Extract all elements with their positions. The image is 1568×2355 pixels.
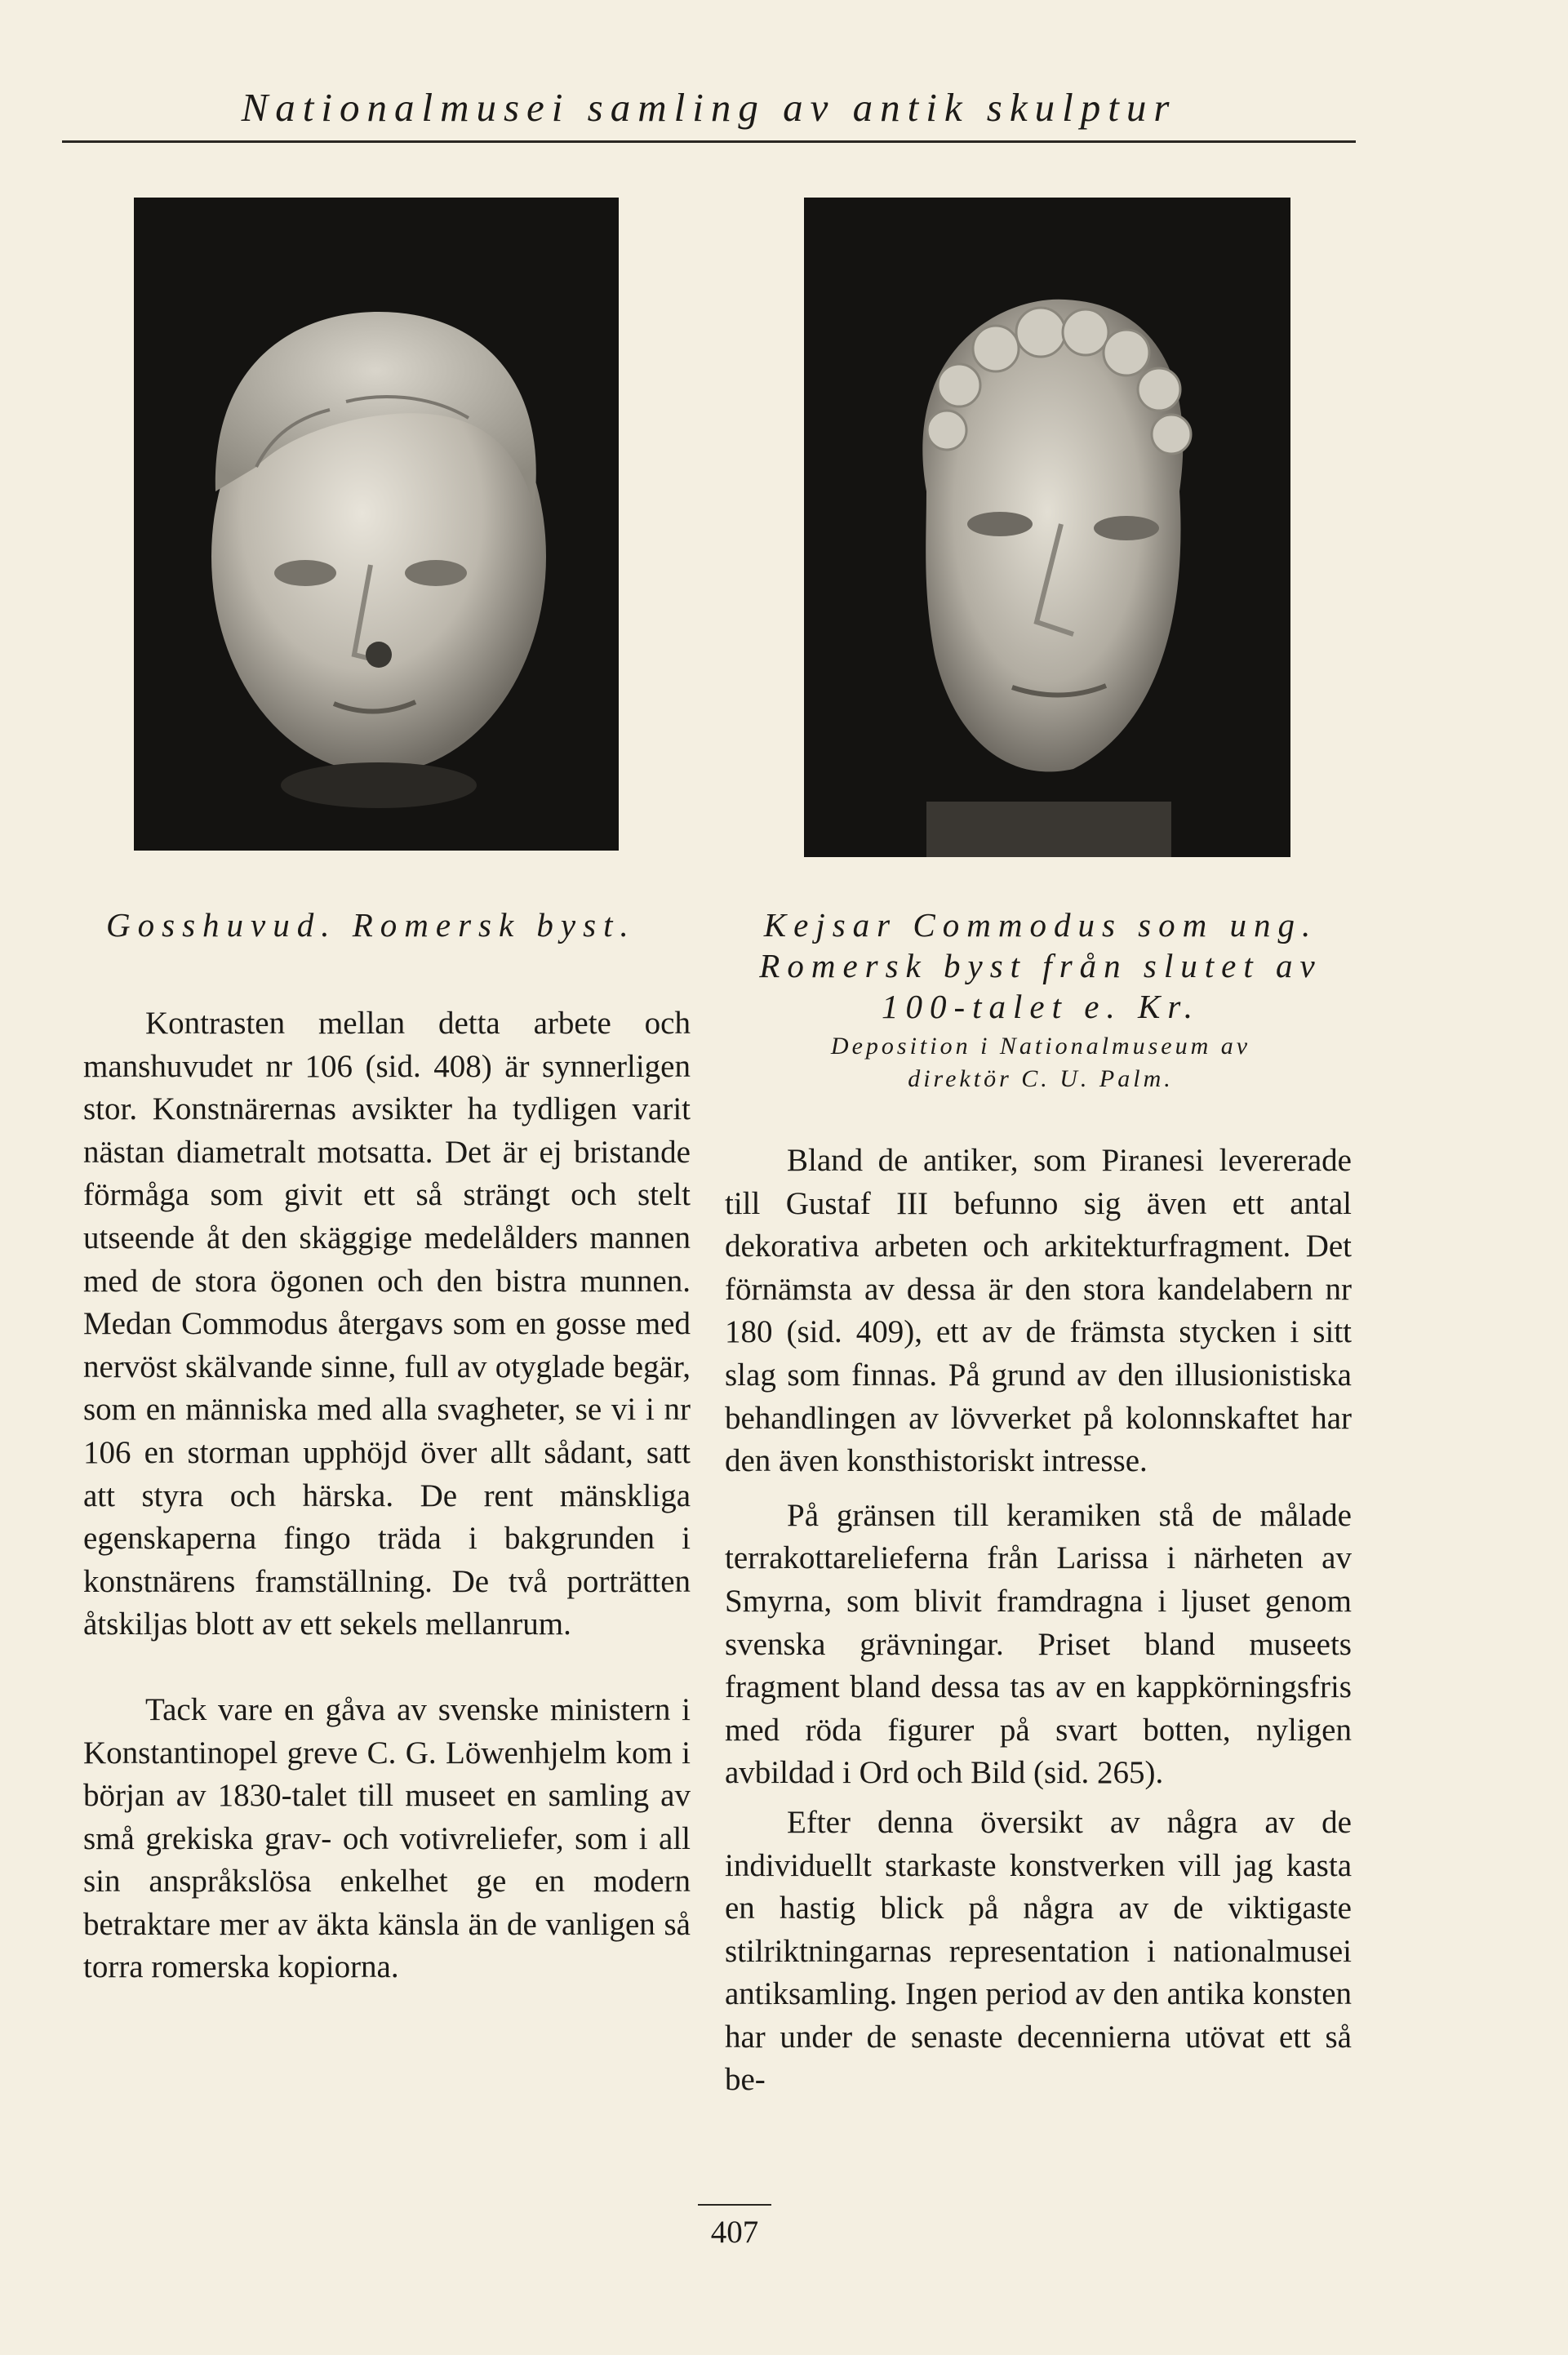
- caption-right-line: Kejsar Commodus som ung.: [763, 906, 1318, 944]
- running-header-title: Nationalmusei samling av antik skulptur: [241, 85, 1177, 130]
- caption-right-credit: Deposition i Nationalmuseum av: [830, 1033, 1251, 1060]
- commodus-bust-photo: [804, 198, 1290, 857]
- text-column-right: [725, 1140, 1352, 2102]
- figure-caption-left: [106, 904, 636, 945]
- caption-right-line: Romersk byst från slutet av: [759, 947, 1322, 984]
- paragraph: På gränsen till keramiken stå de målade terrakottarelieferna från Larissa i närheten av Smyrna, som blivit framdragna i ljuset genom svenska grävningar. Priset bland museets fragment bland dessa tas av en kappkörningsfris med röda figurer på svart botten, nyligen avbildad i Ord och Bild (sid. 265).: [725, 1497, 1352, 1791]
- page-number: 407: [653, 2214, 816, 2251]
- caption-left-text: Gosshuvud. Romersk byst.: [106, 906, 636, 944]
- paragraph: Tack vare en gåva av svenske ministern i Konstantinopel greve C. G. Löwenhjelm kom i början av 1830-talet till museet en samling av små grekiska grav- och votivreliefer, som i all sin anspråkslösa enkelhet ge en modern betraktare mer av äkta känsla än de vanligen så torra romerska kopiorna.: [83, 1691, 691, 1985]
- caption-right-line: 100-talet e. Kr.: [882, 988, 1200, 1025]
- paragraph: Kontrasten mellan detta arbete och manshuvudet nr 106 (sid. 408) är synnerligen stor. Konstnärernas avsikter ha tydligen varit nästan diametralt motsatta. Det är ej bristande förmåga som givit ett så strängt och stelt utseende åt den skäggige medelålders mannen med de stora ögonen och den bistra munnen. Medan Commodus återgavs som en gosse med nervöst skälvande sinne, full av otyglade begär, som en människa med alla svagheter, se vi i nr 106 en storman upphöjd över allt sådant, satt att styra och härska. De rent mänskliga egenskaperna fingo träda i bakgrunden i konstnärens framställning. De två porträtten åtskiljas blott av ett sekels mellanrum.: [83, 1006, 691, 1642]
- boy-head-photo: [134, 198, 619, 851]
- caption-right-credit: direktör C. U. Palm.: [908, 1065, 1174, 1092]
- paragraph: Bland de antiker, som Piranesi levererade till Gustaf III befunno sig även ett antal dekorativa arbeten och arkitekturfragment. Det förnämsta av dessa är den stora kandelabern nr 180 (sid. 409), ett av de främsta stycken i sitt slag som finnas. På grund av den illusionistiska behandlingen av lövverket på kolonnskaftet har den även konsthistoriskt intresse.: [725, 1143, 1352, 1479]
- figure-caption-right: [718, 904, 1363, 1095]
- commodus-bust-illustration: [804, 198, 1290, 857]
- text-column-left: [83, 1002, 691, 1989]
- running-header: [62, 75, 1356, 143]
- boy-head-illustration: [134, 198, 619, 851]
- paragraph: Efter denna översikt av några av de individuellt starkaste konstverken vill jag kasta en hastig blick på några av de viktigaste stilriktningarnas representation i nationalmusei antiksamling. Ingen period av den antika konsten har under de senaste decennierna utövat ett så be-: [725, 1804, 1352, 2098]
